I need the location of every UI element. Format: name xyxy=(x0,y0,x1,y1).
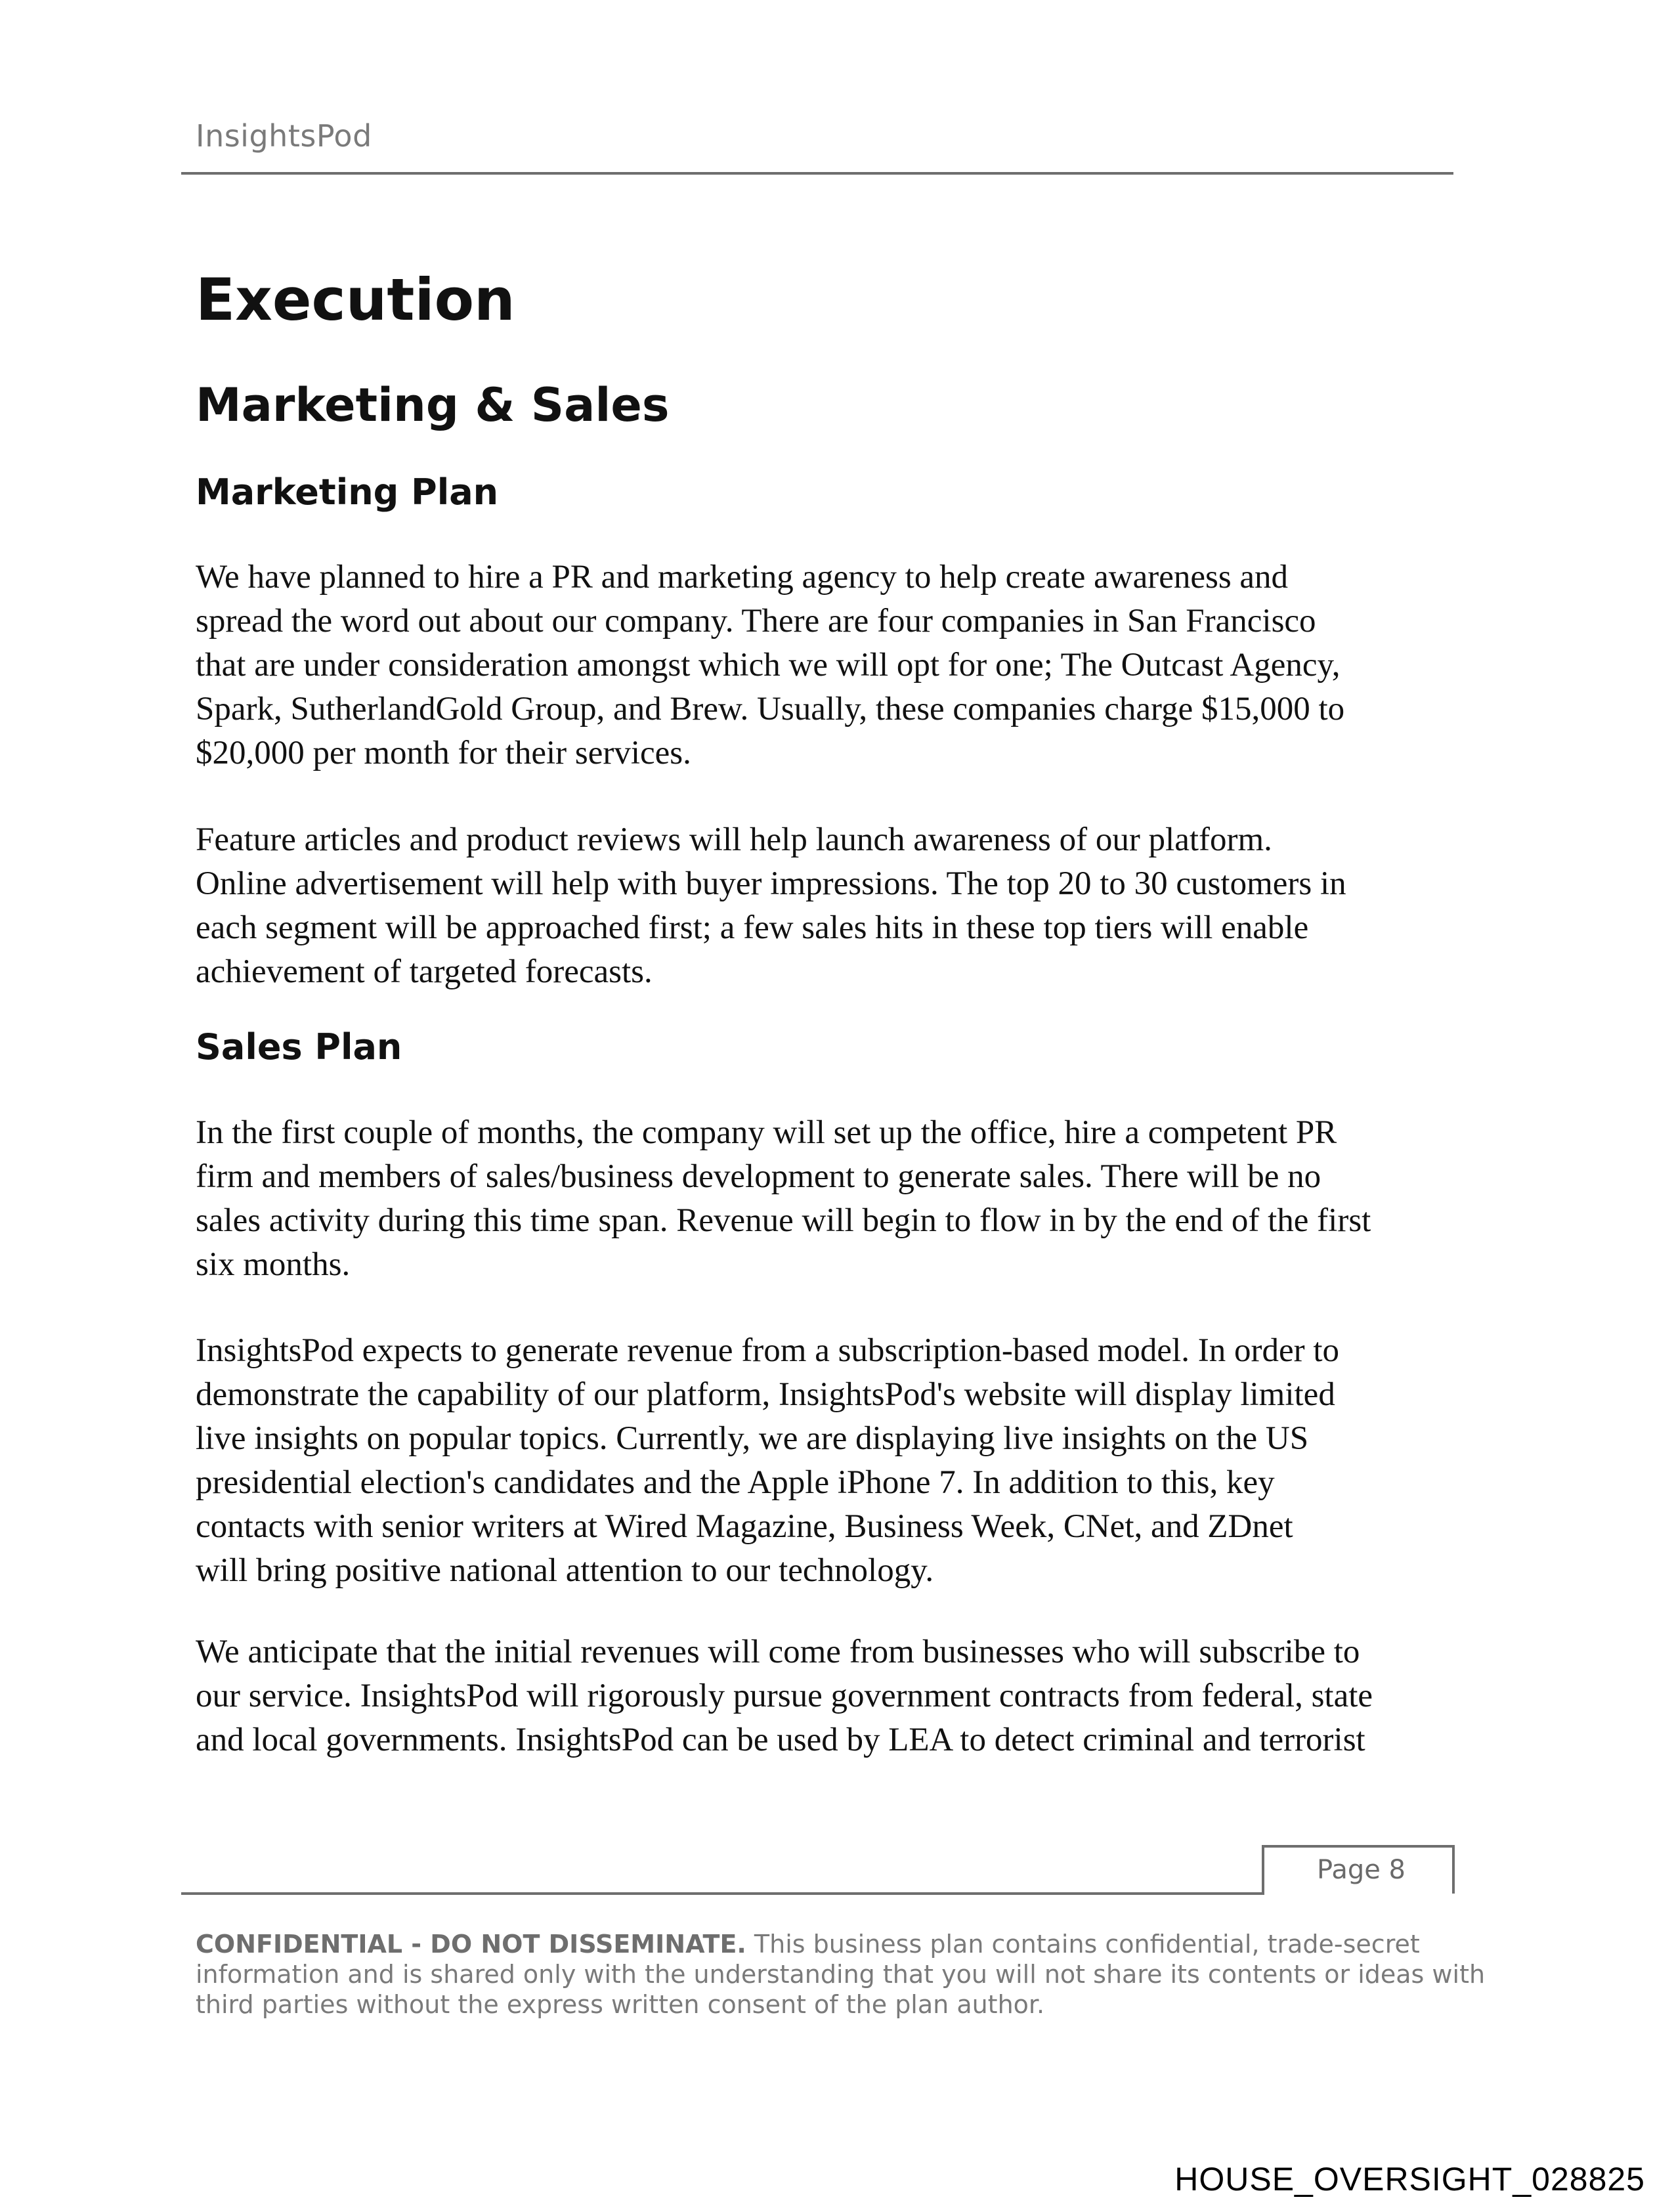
marketing-plan-heading: Marketing Plan xyxy=(196,471,499,513)
notice-line xyxy=(196,1929,1476,1959)
notice-line: information and is shared only with the understanding that you will not share its contents or ideas with xyxy=(196,1960,1486,1989)
page-number: Page 8 xyxy=(1317,1855,1406,1885)
section-title: Execution xyxy=(196,266,515,334)
text-line: that are under consideration amongst which we will opt for one; The Outcast Agency, xyxy=(196,647,1341,683)
sales-paragraph-3 xyxy=(196,1630,1476,1762)
text-line: contacts with senior writers at Wired Magazine, Business Week, CNet, and ZDnet xyxy=(196,1508,1293,1545)
text-line: will bring positive national attention to our technology. xyxy=(196,1552,934,1589)
text-line: presidential election's candidates and the Apple iPhone 7. In addition to this, key xyxy=(196,1464,1275,1501)
sales-paragraph-2 xyxy=(196,1329,1476,1593)
text-line: Feature articles and product reviews will help launch awareness of our platform. xyxy=(196,821,1272,858)
text-line: Online advertisement will help with buyer impressions. The top 20 to 30 customers in xyxy=(196,865,1346,902)
text-line: $20,000 per month for their services. xyxy=(196,735,691,771)
subsection-title: Marketing & Sales xyxy=(196,378,670,432)
running-header: InsightsPod xyxy=(196,118,372,154)
header-divider xyxy=(181,172,1453,175)
footer-divider xyxy=(181,1892,1264,1895)
text-line: spread the word out about our company. There are four companies in San Francisco xyxy=(196,603,1316,640)
text-line: Spark, SutherlandGold Group, and Brew. Usually, these companies charge $15,000 to xyxy=(196,691,1345,727)
text-line: six months. xyxy=(196,1246,351,1283)
confidentiality-notice xyxy=(196,1929,1486,2020)
bates-stamp: HOUSE_OVERSIGHT_028825 xyxy=(1174,2161,1645,2198)
text-line: InsightsPod expects to generate revenue from a subscription-based model. In order to xyxy=(196,1332,1339,1369)
text-line: demonstrate the capability of our platform, InsightsPod's website will display limited xyxy=(196,1376,1335,1413)
text-line: firm and members of sales/business development to generate sales. There will be no xyxy=(196,1158,1321,1195)
marketing-paragraph-2 xyxy=(196,818,1476,994)
text-line: achievement of targeted forecasts. xyxy=(196,953,653,990)
confidential-label: CONFIDENTIAL - DO NOT DISSEMINATE. xyxy=(196,1930,746,1959)
text-line: sales activity during this time span. Revenue will begin to flow in by the end of the first xyxy=(196,1202,1371,1239)
text-line: live insights on popular topics. Currently, we are displaying live insights on the US xyxy=(196,1420,1309,1457)
text-line: each segment will be approached first; a few sales hits in these top tiers will enable xyxy=(196,909,1309,946)
text-line: We anticipate that the initial revenues will come from businesses who will subscribe to xyxy=(196,1634,1360,1670)
sales-plan-heading: Sales Plan xyxy=(196,1026,402,1068)
marketing-paragraph-1 xyxy=(196,555,1476,775)
notice-text: This business plan contains confidential, trade-secret xyxy=(746,1930,1420,1959)
text-line: In the first couple of months, the company will set up the office, hire a competent PR xyxy=(196,1114,1337,1151)
sales-paragraph-1 xyxy=(196,1111,1476,1287)
text-line: our service. InsightsPod will rigorously pursue government contracts from federal, state xyxy=(196,1678,1373,1714)
text-line: We have planned to hire a PR and marketing agency to help create awareness and xyxy=(196,559,1289,596)
text-line: and local governments. InsightsPod can be used by LEA to detect criminal and terrorist xyxy=(196,1722,1365,1758)
notice-line: third parties without the express written consent of the plan author. xyxy=(196,1990,1045,2019)
